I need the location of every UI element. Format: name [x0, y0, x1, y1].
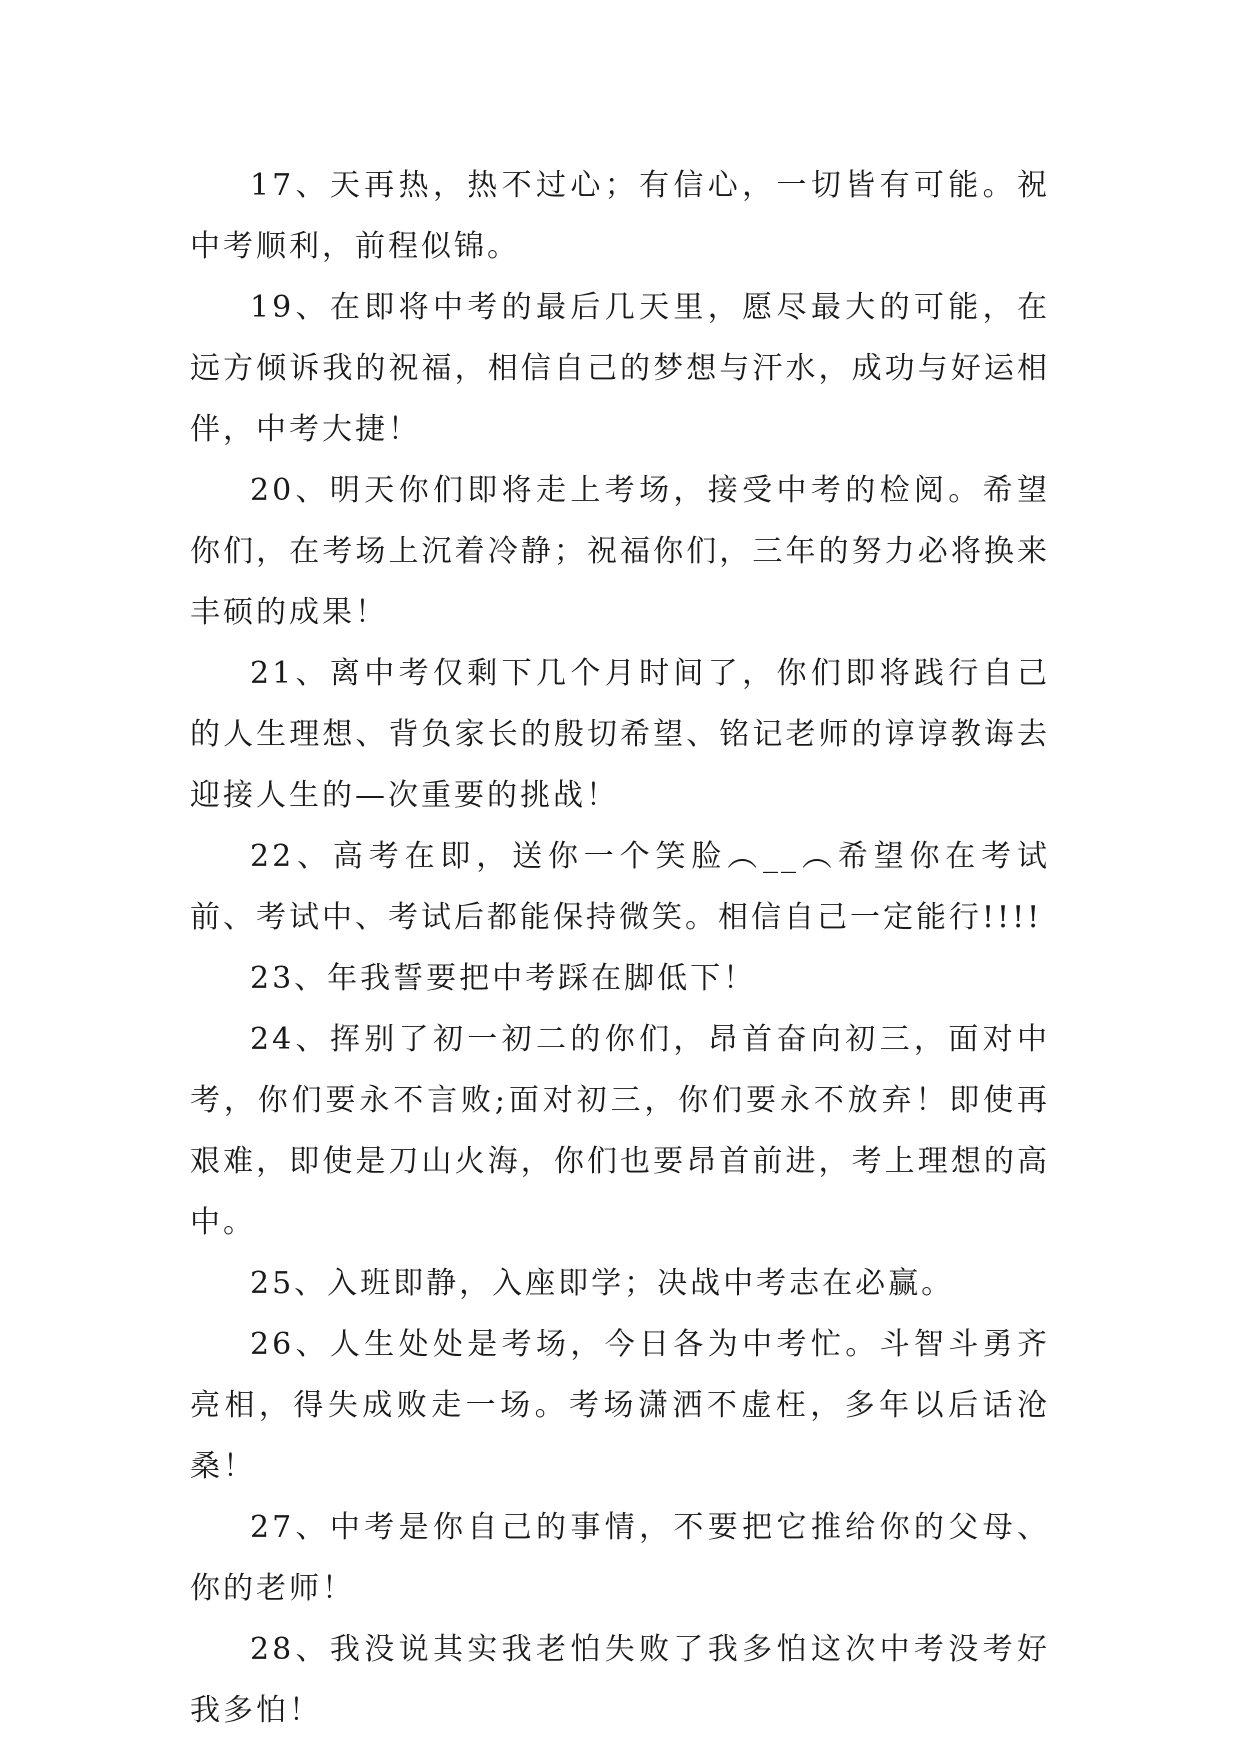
paragraph-17: 17、天再热，热不过心；有信心，一切皆有可能。祝中考顺利，前程似锦。 — [190, 168, 1050, 264]
document-body — [190, 155, 1050, 1741]
paragraph-22: 22、高考在即，送你一个笑脸︵__︵希望你在考试前、考试中、考试后都能保持微笑。相信自己一定能行!!!! — [190, 839, 1050, 935]
paragraph-19: 19、在即将中考的最后几天里，愿尽最大的可能，在远方倾诉我的祝福，相信自己的梦想与汗水，成功与好运相伴，中考大捷！ — [190, 290, 1050, 447]
paragraph-25: 25、入班即静，入座即学；决战中考志在必赢。 — [250, 1266, 955, 1301]
paragraph-23: 23、年我誓要把中考踩在脚低下！ — [250, 961, 757, 996]
paragraph-27: 27、中考是你自己的事情，不要把它推给你的父母、你的老师！ — [190, 1510, 1050, 1606]
paragraph-26: 26、人生处处是考场，今日各为中考忙。斗智斗勇齐亮相，得失成败走一场。考场潇洒不虚枉，多年以后话沧桑！ — [190, 1327, 1050, 1484]
paragraph-24: 24、挥别了初一初二的你们，昂首奋向初三，面对中考，你们要永不言败;面对初三，你们要永不放弃！即使再艰难，即使是刀山火海，你们也要昂首前进，考上理想的高中。 — [190, 1022, 1050, 1240]
paragraph-21: 21、离中考仅剩下几个月时间了，你们即将践行自己的人生理想、背负家长的殷切希望、铭记老师的谆谆教诲去迎接人生的—次重要的挑战！ — [190, 656, 1050, 813]
paragraph-28: 28、我没说其实我老怕失败了我多怕这次中考没考好我多怕！ — [190, 1632, 1050, 1728]
paragraph-20: 20、明天你们即将走上考场，接受中考的检阅。希望你们，在考场上沉着冷静；祝福你们，三年的努力必将换来丰硕的成果！ — [190, 473, 1050, 630]
